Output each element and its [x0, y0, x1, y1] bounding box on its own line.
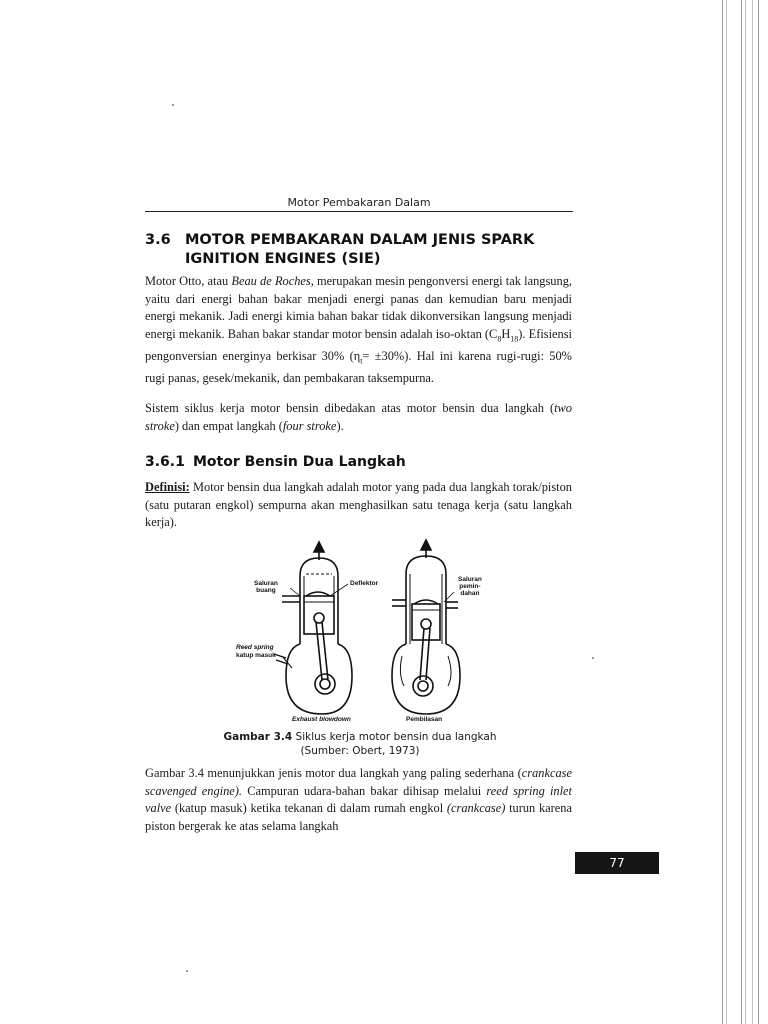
figure-caption [200, 730, 520, 758]
subsection-title-text: Motor Bensin Dua Langkah [193, 454, 406, 470]
label-reed-spring: Reed spring [236, 644, 274, 651]
text-run: H [501, 326, 511, 341]
subsection-number: 3.6.1 [145, 454, 185, 470]
section-title-line2: IGNITION ENGINES (SIE) [185, 251, 381, 267]
text-run: ). Efisiensi pengonversian energinya berkisar 30% (η [145, 326, 572, 363]
text-run: ). [336, 418, 344, 433]
scan-speck [592, 657, 594, 659]
paragraph-siklus [145, 400, 572, 435]
caption-label: Gambar 3.4 [223, 731, 293, 743]
text-run-italic: (crankcase) [446, 801, 506, 816]
text-run-italic: reed spring inlet valve [145, 783, 572, 816]
text-run: (katup masuk) ketika tekanan di dalam rumah engkol [171, 801, 447, 816]
text-run: Motor bensin dua langkah adalah motor yang pada dua langkah torak/piston (satu putaran engkol) sempurna akan menghasilkan satu tenaga kerja (satu langkah kerja). [145, 480, 572, 530]
paragraph-definisi [145, 479, 572, 532]
running-head: Motor Pembakaran Dalam [287, 196, 431, 209]
text-run: = ±30%). Hal ini karena rugi-rugi: 50% rugi panas, gesek/mekanik, dan pembakaran taksempurna. [145, 348, 572, 385]
text-run: Sistem siklus kerja motor bensin dibedakan atas motor bensin dua langkah ( [145, 401, 555, 415]
text-run-italic: four stroke [282, 418, 337, 433]
text-run-italic: two stroke [145, 401, 572, 433]
page-edge-line [745, 0, 746, 1024]
paragraph-gambar [145, 765, 572, 835]
text-run-italic: Beau de Roches, [231, 274, 314, 288]
scan-speck [172, 104, 174, 106]
subscript: t [360, 356, 363, 366]
caption-text: Siklus kerja motor bensin dua langkah [292, 731, 497, 743]
caption-line [200, 730, 520, 744]
text-run: ) dan empat langkah ( [174, 418, 283, 433]
text-run: Gambar 3.4 menunjukkan jenis motor dua langkah yang paling sederhana ( [145, 766, 522, 780]
page-edge-line [722, 0, 723, 1024]
section-title-line1: MOTOR PEMBAKARAN DALAM JENIS SPARK [185, 232, 535, 248]
text-run-italic: crankcase scavenged engine). [145, 766, 572, 798]
left-engine-drawing [274, 542, 352, 714]
engine-diagram [252, 536, 484, 724]
subscript: 18 [510, 334, 519, 344]
label-saluran-buang: Saluran buang [254, 580, 278, 594]
scan-speck [186, 970, 188, 972]
text-run: Campuran udara-bahan bakar dihisap melalui [242, 783, 487, 798]
section-number: 3.6 [145, 232, 171, 248]
page-number: 77 [575, 852, 659, 874]
page-edge-line [741, 0, 742, 1024]
label-exhaust-blowdown: Exhaust blowdown [292, 716, 351, 723]
label-saluran-pembilasan: Saluran pemin- dahan [458, 576, 482, 597]
text-run: merupakan mesin pengonversi energi tak langsung, yaitu dari energi bahan bakar menjadi energi panas dan kemudian baru menjadi energi mekanik. Jadi energi kimia bahan bakar tidak dikonversikan langsung menjadi energi mekanik. Bahan bakar standar motor bensin adalah iso-oktan (C [145, 274, 572, 341]
definition-label: Definisi: [145, 480, 190, 494]
label-katup-masuk: katup masuk [236, 652, 276, 659]
engine-diagram-figure [236, 536, 484, 724]
label-pembilasan: Pembilasan [406, 716, 443, 723]
section-title [145, 231, 565, 269]
text-run: turun karena piston bergerak ke atas selama langkah [145, 801, 572, 833]
label-deflektor: Deflektor [350, 580, 379, 587]
page-edge-line [752, 0, 753, 1024]
paragraph-motor-otto [145, 273, 572, 388]
header-rule [145, 211, 573, 212]
page-edge-line [758, 0, 759, 1024]
subsection-title [145, 454, 406, 470]
page-edge-line [726, 0, 727, 1024]
subscript: 8 [497, 334, 502, 344]
text-run: Motor Otto, atau [145, 274, 232, 288]
caption-source: (Sumber: Obert, 1973) [300, 745, 420, 757]
right-engine-drawing [392, 540, 460, 714]
